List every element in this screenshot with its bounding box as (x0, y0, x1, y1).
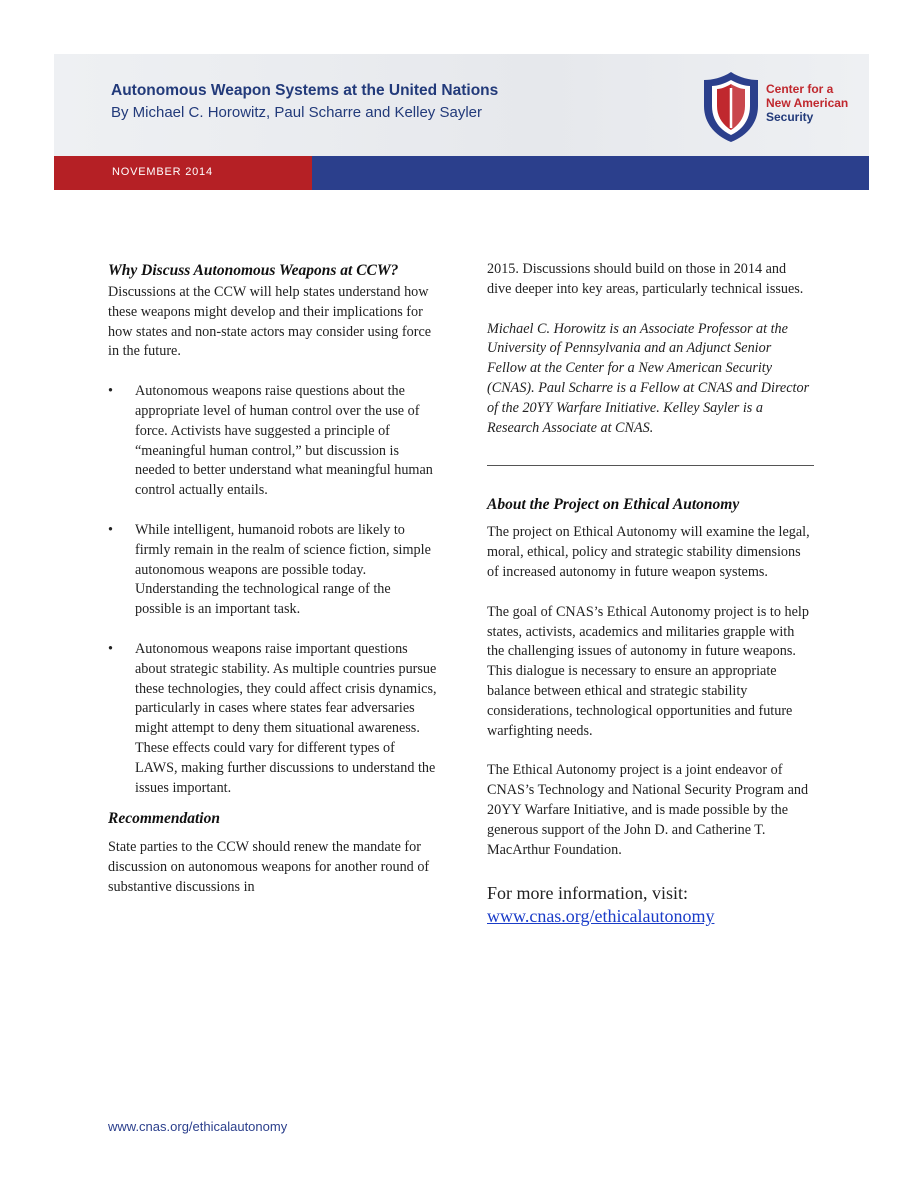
section-heading-why-discuss: Why Discuss Autonomous Weapons at CCW? (108, 262, 399, 279)
cnas-shield-logo-icon (702, 70, 760, 144)
publication-date: NOVEMBER 2014 (112, 166, 213, 178)
project-paragraph-3: The Ethical Autonomy project is a joint endeavor of CNAS’s Technology and National Security Program and 20YY Warfare Initiative, and is made possible by the generous support of the John D. and Catherine T. MacArthur Foundation. (487, 762, 809, 858)
header-band-blue (312, 156, 869, 190)
logo-line-2: New American (766, 96, 849, 110)
section-heading-about-project: About the Project on Ethical Autonomy (487, 496, 740, 514)
footer-url[interactable]: www.cnas.org/ethicalautonomy (108, 1119, 288, 1134)
bullet-text: Autonomous weapons raise questions about the appropriate level of human control over the use of force. Activists have suggested a principle of “meaningful human control,” but discussion is needed to better understand what meaningful human control actually entails. (135, 383, 433, 499)
continued-paragraph: 2015. Discussions should build on those in 2014 and dive deeper into key areas, particularly technical issues. (487, 261, 804, 297)
section-divider (487, 465, 814, 466)
recommendation-paragraph: State parties to the CCW should renew the mandate for discussion on autonomous weapons for another round of substantive discussions in (108, 839, 430, 895)
more-info-label: For more information, visit: (487, 883, 688, 904)
bullet-item (108, 382, 438, 501)
ethical-autonomy-link[interactable]: www.cnas.org/ethicalautonomy (487, 906, 715, 927)
right-column (487, 260, 814, 928)
bullet-list (108, 382, 438, 798)
project-paragraph-1: The project on Ethical Autonomy will examine the legal, moral, ethical, policy and strategic stability dimensions of increased autonomy in future weapon systems. (487, 524, 810, 580)
report-authors: By Michael C. Horowitz, Paul Scharre and Kelley Sayler (111, 104, 482, 121)
report-title: Autonomous Weapon Systems at the United Nations (111, 82, 499, 99)
cnas-logo-wordmark (766, 82, 866, 124)
bullet-icon: • (108, 640, 113, 657)
project-paragraph-2: The goal of CNAS’s Ethical Autonomy project is to help states, activists, academics and militaries grapple with the challenging issues of autonomy in future weapons. This dialogue is necessary to ensure an appropriate balance between ethical and strategic stability considerations, technological opportunities and future warfighting needs. (487, 603, 809, 739)
intro-paragraph: Discussions at the CCW will help states understand how these weapons might develop and their implications for how states and non-state actors may consider using force in the future. (108, 284, 432, 360)
logo-line-1: Center for a (766, 82, 834, 96)
author-bio: Michael C. Horowitz is an Associate Professor at the University of Pennsylvania and an Adjunct Senior Fellow at the Center for a New American Security (CNAS). Paul Scharre is a Fellow at CNAS and Director of the 20YY Warfare Initiative. Kelley Sayler is a Research Associate at CNAS. (487, 320, 810, 436)
bullet-item (108, 640, 438, 798)
section-heading-recommendation: Recommendation (108, 810, 220, 828)
left-column (108, 260, 438, 898)
date-band (54, 156, 312, 190)
report-header (54, 54, 869, 156)
bullet-item (108, 521, 438, 620)
bullet-icon: • (108, 521, 113, 538)
bullet-icon: • (108, 383, 113, 400)
bullet-text: While intelligent, humanoid robots are likely to firmly remain in the realm of science fiction, simple autonomous weapons are possible today. Understanding the technological range of the possible is an important task. (135, 521, 431, 618)
logo-line-3: Security (766, 110, 814, 124)
bullet-text: Autonomous weapons raise important questions about strategic stability. As multiple countries pursue these technologies, they could affect crisis dynamics, particularly in cases where states fear adversaries might attempt to deny them situational awareness. These effects could vary for different types of LAWS, making further discussions to understand the issues important. (135, 640, 437, 796)
